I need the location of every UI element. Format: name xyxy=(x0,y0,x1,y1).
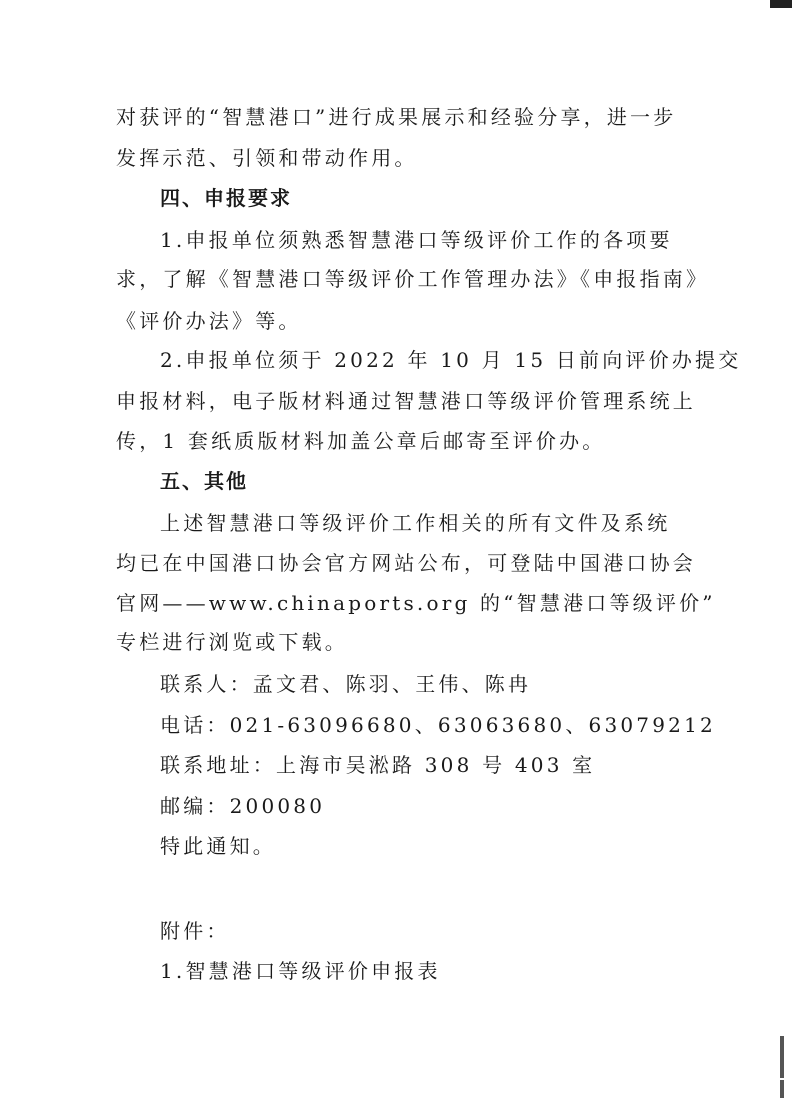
contact-address: 联系地址：上海市吴淞路 308 号 403 室 xyxy=(160,753,596,777)
paragraph-line: 上述智慧港口等级评价工作相关的所有文件及系统 xyxy=(160,511,671,535)
paragraph-line: 1.申报单位须熟悉智慧港口等级评价工作的各项要 xyxy=(160,228,673,252)
paragraph-line: 《评价办法》等。 xyxy=(116,309,302,333)
section-heading: 五、其他 xyxy=(160,469,248,493)
paragraph-line: 专栏进行浏览或下载。 xyxy=(116,630,348,654)
paragraph-line: 申报材料，电子版材料通过智慧港口等级评价管理系统上 xyxy=(116,389,696,413)
paragraph-line: 2.申报单位须于 2022 年 10 月 15 日前向评价办提交 xyxy=(160,348,742,372)
contact-persons: 联系人：孟文君、陈羽、王伟、陈冉 xyxy=(160,672,532,696)
postal-code: 邮编：200080 xyxy=(160,794,326,818)
paragraph-line: 传，1 套纸质版材料加盖公章后邮寄至评价办。 xyxy=(116,429,606,453)
paragraph-line: 求，了解《智慧港口等级评价工作管理办法》《申报指南》 xyxy=(116,267,710,291)
section-heading: 四、申报要求 xyxy=(160,186,292,210)
closing-notice: 特此通知。 xyxy=(160,834,276,858)
contact-phone: 电话：021-63096680、63063680、63079212 xyxy=(160,713,716,737)
attachment-item: 1.智慧港口等级评价申报表 xyxy=(160,959,441,983)
scan-edge-mark xyxy=(780,1036,784,1078)
scan-edge-mark xyxy=(780,1080,784,1098)
paragraph-line: 均已在中国港口协会官方网站公布，可登陆中国港口协会 xyxy=(116,551,696,575)
scan-mark xyxy=(770,0,792,8)
attachments-label: 附件： xyxy=(160,919,230,943)
paragraph-line: 发挥示范、引领和带动作用。 xyxy=(116,146,418,170)
paragraph-line: 官网——www.chinaports.org 的“智慧港口等级评价” xyxy=(116,591,716,615)
paragraph-line: 对获评的“智慧港口”进行成果展示和经验分享，进一步 xyxy=(116,105,677,129)
